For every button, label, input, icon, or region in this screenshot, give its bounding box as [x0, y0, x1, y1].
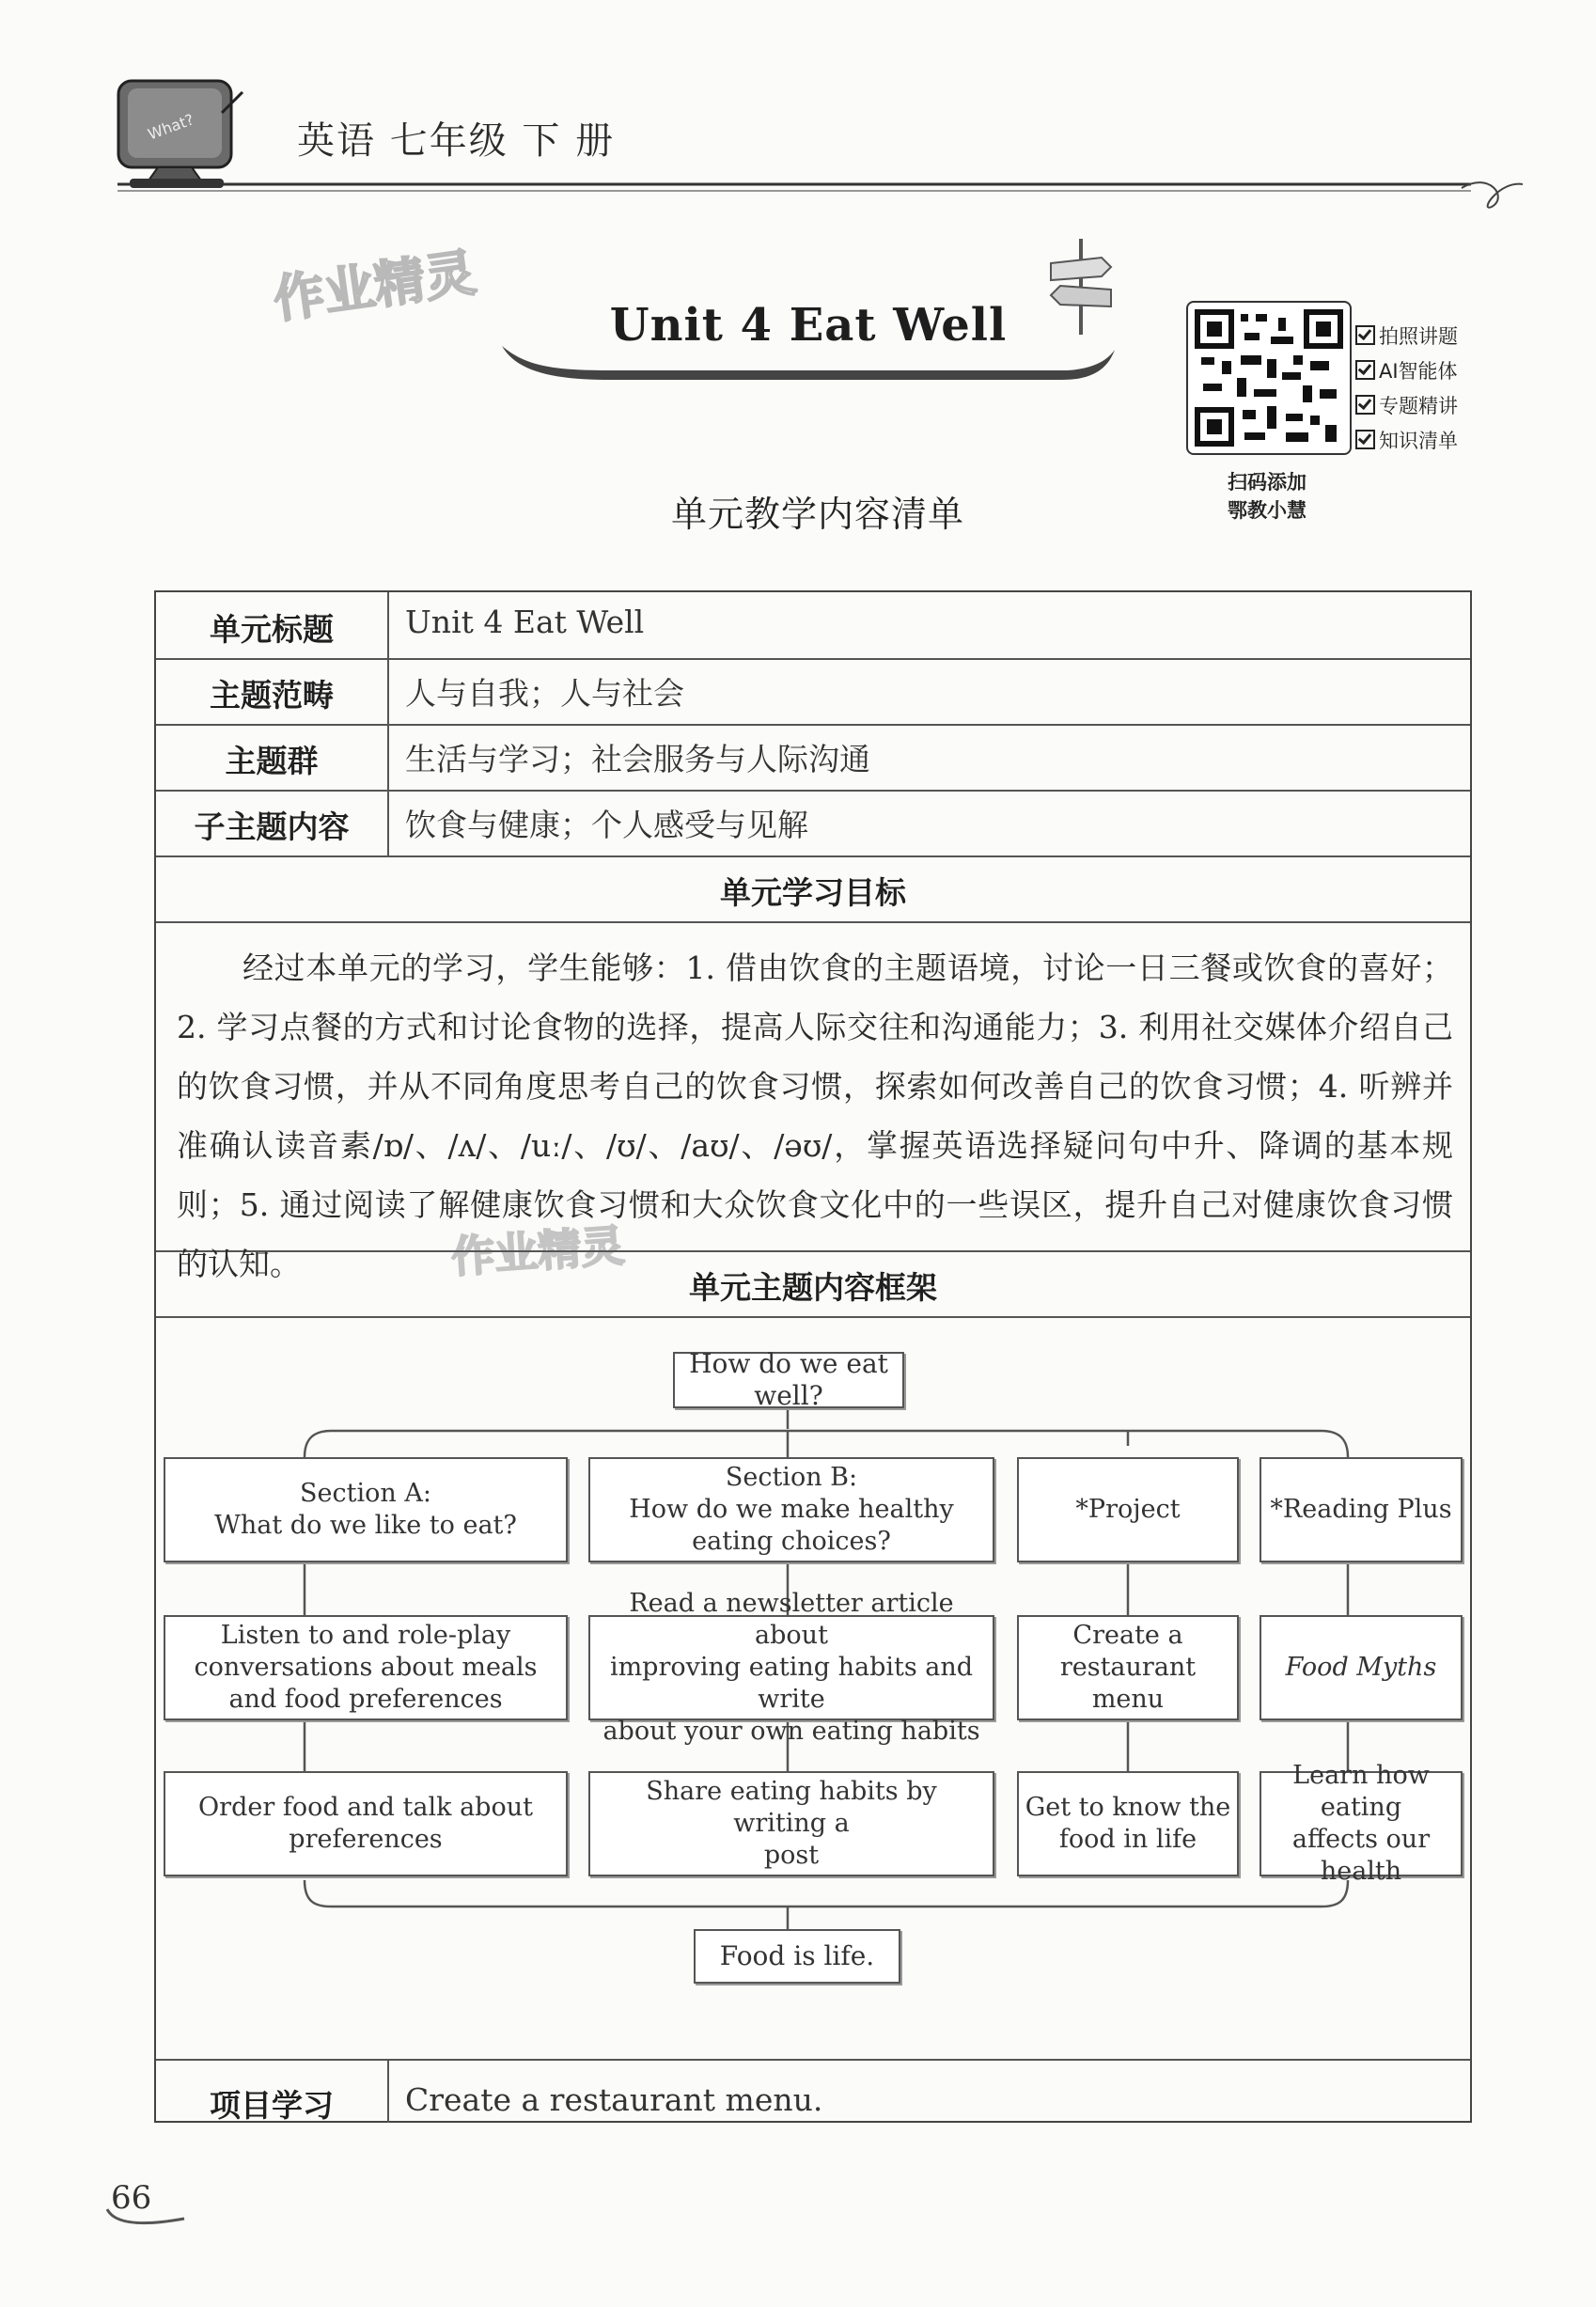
diagram-section-b-bottom: Share eating habits by writing a post [588, 1771, 994, 1876]
goals-text: 经过本单元的学习，学生能够：1. 借由饮食的主题语境，讨论一日三餐或饮食的喜好；2. 学习点餐的方式和讨论食物的选择，提高人际交往和沟通能力；3. 利用社交媒体介绍自己的饮食习惯，并从不同角度思考自己的饮食习惯，探索如何改善自己的饮食习惯；4. 听辨并准确认读音素/ɒ/、/ʌ/、/uː/、/ʊ/、/aʊ/、/əʊ/，掌握英语选择疑问句中升、降调的基本规则；5. 通过阅读了解健康饮食习惯和大众饮食文化中的一些误区，提升自己对健康饮食习惯的认知。 [177, 949, 1453, 1282]
qr-code[interactable] [1186, 301, 1352, 455]
row-label-theme-category: 主题范畴 [210, 677, 334, 714]
diagram-reading-plus-middle: Food Myths [1260, 1615, 1463, 1720]
qr-feature-item: AI智能体 [1355, 354, 1458, 389]
title-underline-decoration [498, 338, 1119, 385]
diagram-bottom-conclusion: Food is life. [694, 1929, 900, 1984]
unit-title: Unit 4 Eat Well [609, 299, 1008, 352]
diagram-section-a-header: Section A: What do we like to eat? [164, 1457, 568, 1562]
watermark-2: 作业精灵 [449, 1219, 626, 1283]
row-value-project: Create a restaurant menu. [405, 2081, 823, 2118]
row-value-sub-theme: 饮食与健康；个人感受与见解 [405, 807, 808, 843]
row-value-theme-group: 生活与学习；社会服务与人际沟通 [405, 741, 870, 777]
page-number: 66 [111, 2179, 152, 2217]
qr-feature-item: 拍照讲题 [1355, 320, 1458, 354]
qr-feature-item: 专题精讲 [1355, 389, 1458, 424]
page-number-decoration [105, 2205, 186, 2228]
goals-heading: 单元学习目标 [720, 874, 906, 911]
svg-text:What?: What? [145, 110, 196, 144]
qr-feature-item: 知识清单 [1355, 424, 1458, 459]
diagram-project-bottom: Get to know the food in life [1017, 1771, 1239, 1876]
diagram-section-b-middle: Read a newsletter article about improving eating habits and write about your own eating habits [588, 1615, 994, 1720]
book-title: 英语 七年级 下 册 [297, 119, 616, 163]
row-label-sub-theme: 子主题内容 [194, 808, 350, 845]
qr-feature-list [1355, 320, 1458, 459]
diagram-section-a-bottom: Order food and talk about preferences [164, 1771, 568, 1876]
watermark: 作业精灵 [270, 242, 479, 330]
unit-content-table [154, 590, 1472, 2123]
header-rule [117, 175, 1527, 212]
checkbox-icon [1355, 325, 1375, 345]
row-value-theme-category: 人与自我；人与社会 [405, 675, 684, 712]
diagram-reading-plus-header: *Reading Plus [1260, 1457, 1463, 1562]
signpost-icon [1043, 235, 1119, 338]
diagram-section-a-middle: Listen to and role-play conversations about meals and food preferences [164, 1615, 568, 1720]
checkbox-icon [1355, 430, 1375, 449]
diagram-project-middle: Create a restaurant menu [1017, 1615, 1239, 1720]
checkbox-icon [1355, 395, 1375, 415]
qr-caption: 扫码添加 鄂教小慧 [1228, 471, 1307, 522]
row-value-unit-title: Unit 4 Eat Well [405, 604, 645, 640]
row-label-theme-group: 主题群 [225, 743, 319, 779]
diagram-project-header: *Project [1017, 1457, 1239, 1562]
row-label-unit-title: 单元标题 [210, 611, 334, 648]
list-heading: 单元教学内容清单 [670, 494, 964, 535]
diagram-top-question: How do we eat well? [673, 1352, 904, 1408]
framework-diagram [156, 1348, 1470, 2095]
row-label-project: 项目学习 [210, 2087, 334, 2124]
diagram-reading-plus-bottom: Learn how eating affects our health [1260, 1771, 1463, 1876]
checkbox-icon [1355, 360, 1375, 380]
framework-heading: 单元主题内容框架 [689, 1269, 937, 1306]
diagram-section-b-header: Section B: How do we make healthy eating choices? [588, 1457, 994, 1562]
